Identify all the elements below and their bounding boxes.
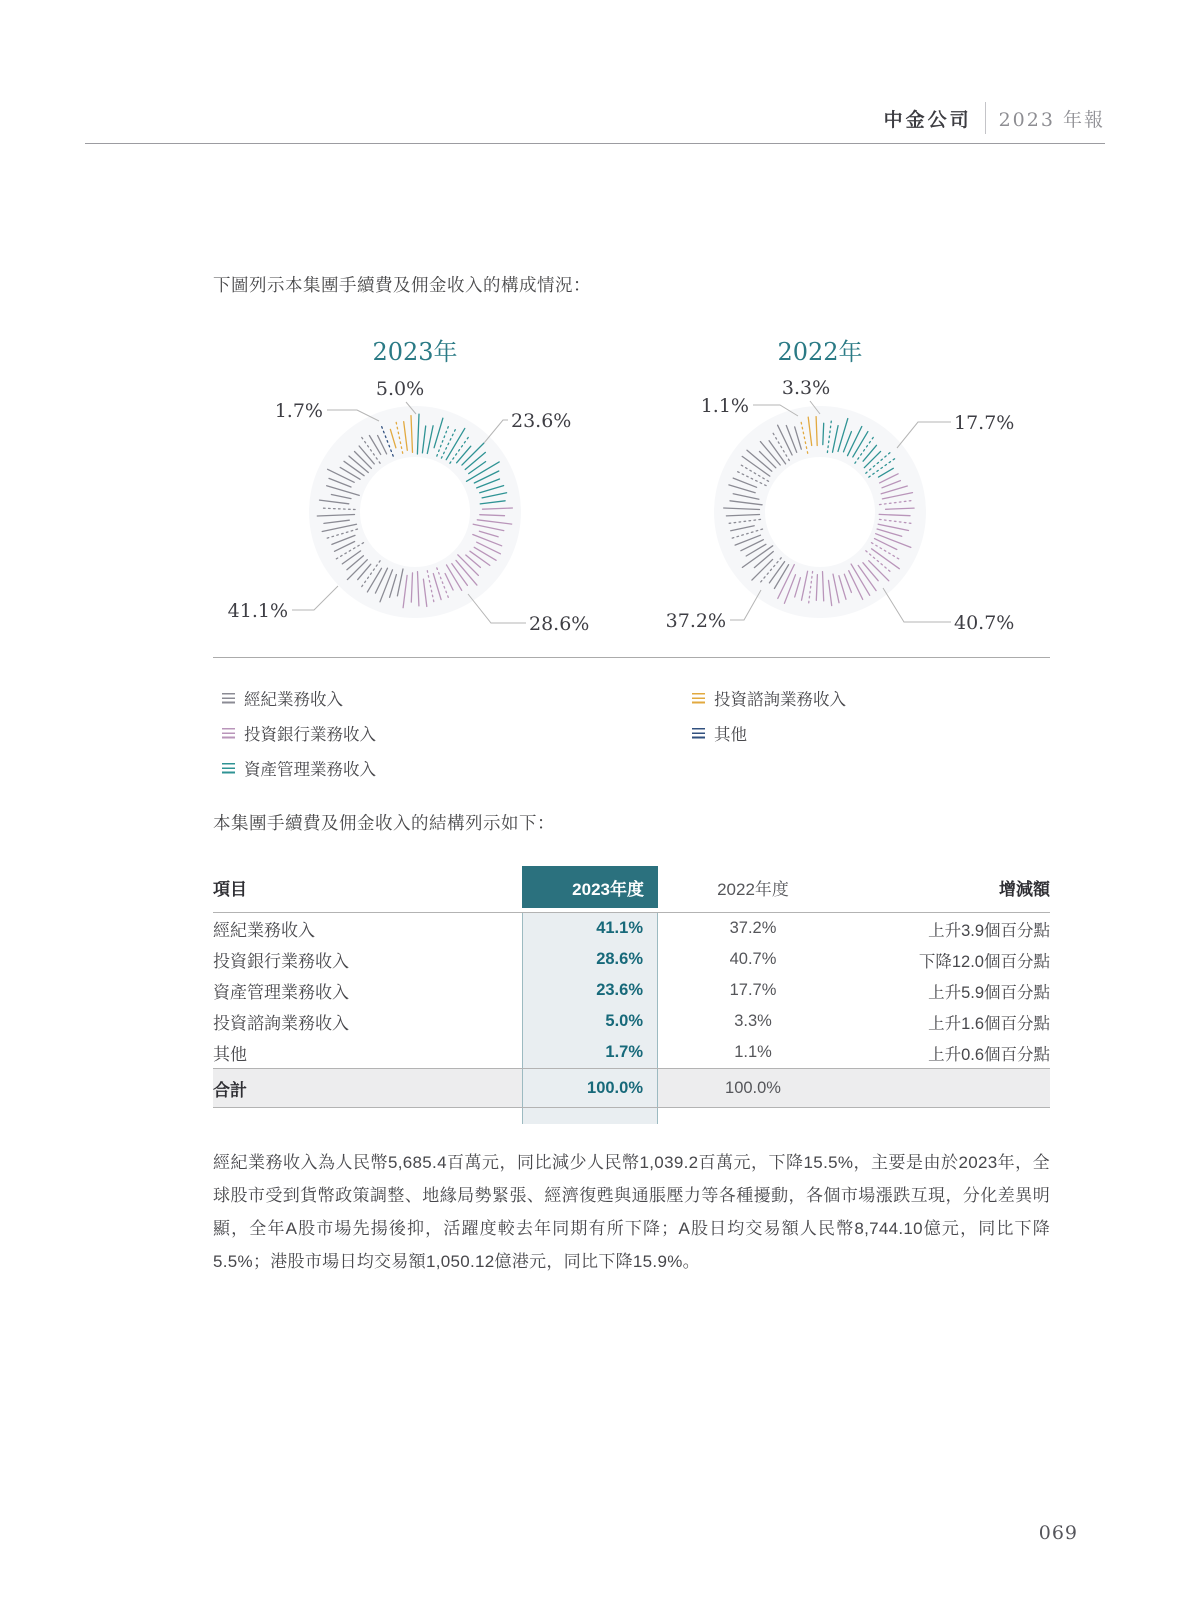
callout-asset-mgmt: 17.7%	[954, 412, 1015, 434]
chart-legend-right	[692, 686, 846, 745]
col-header-change: 增減額	[999, 879, 1050, 899]
cell-change: 下降12.0個百分點	[918, 952, 1050, 971]
report-edition: 2023 年報	[998, 108, 1105, 131]
cell-change: 上升0.6個百分點	[928, 1045, 1050, 1064]
table-row	[213, 975, 1050, 1006]
donut-2022-svg	[620, 322, 1020, 637]
legend-item-brokerage	[222, 686, 376, 710]
legend-swatch-icon	[692, 728, 705, 739]
table-row	[213, 1006, 1050, 1037]
cell-item: 投資銀行業務收入	[213, 952, 349, 971]
table-row	[213, 944, 1050, 975]
callout-line	[883, 588, 951, 622]
legend-item-advisory	[692, 686, 846, 710]
cell-change: 上升1.6個百分點	[928, 1014, 1050, 1033]
callout-invest-banking: 40.7%	[954, 612, 1015, 634]
cell-item: 經紀業務收入	[213, 921, 315, 940]
page-header	[85, 102, 1105, 134]
cell-2022: 40.7%	[729, 950, 777, 968]
header-divider	[985, 102, 986, 134]
chart-legend-left	[222, 686, 376, 780]
cell-2022: 1.1%	[734, 1043, 772, 1061]
callout-invest-banking: 28.6%	[529, 613, 590, 635]
cell-2022: 17.7%	[729, 981, 777, 999]
cell-change: 上升3.9個百分點	[928, 921, 1050, 940]
callout-other: 1.7%	[274, 400, 323, 422]
callout-line	[468, 594, 526, 623]
legend-label: 資產管理業務收入	[244, 761, 376, 779]
highlight-column-tail	[522, 1108, 658, 1124]
legend-label: 經紀業務收入	[244, 691, 343, 709]
legend-swatch-icon	[692, 693, 705, 704]
cell-2023: 28.6%	[522, 944, 658, 975]
legend-label: 其他	[714, 726, 747, 744]
table-total-row	[213, 1068, 1050, 1108]
chart-title-2023: 2023年	[372, 338, 458, 366]
charts-intro-text: 下圖列示本集團手續費及佣金收入的構成情況：	[213, 275, 591, 295]
chart-title-2022: 2022年	[777, 338, 863, 366]
callout-advisory: 3.3%	[781, 377, 831, 399]
cell-2023: 100.0%	[522, 1069, 658, 1107]
callout-line	[897, 422, 951, 448]
legend-swatch-icon	[222, 763, 235, 774]
table-header-row	[213, 866, 1050, 908]
legend-item-asset-mgmt	[222, 756, 376, 780]
cell-2023: 41.1%	[522, 913, 658, 944]
callout-advisory: 5.0%	[375, 378, 425, 400]
cell-2022: 3.3%	[734, 1012, 772, 1030]
col-header-2022: 2022年度	[717, 879, 789, 899]
col-header-item: 項目	[213, 879, 247, 899]
callout-brokerage: 37.2%	[665, 610, 726, 632]
cell-2022: 100.0%	[725, 1078, 781, 1097]
donut-2023-svg	[215, 322, 615, 637]
cell-item: 投資諮詢業務收入	[213, 1014, 349, 1033]
table-column-extension	[213, 1108, 1050, 1124]
page-number: 069	[1038, 1522, 1078, 1544]
legend-item-other	[692, 721, 846, 745]
legend-swatch-icon	[222, 693, 235, 704]
cell-2023: 23.6%	[522, 975, 658, 1006]
callout-line	[292, 586, 338, 610]
legend-label: 投資諮詢業務收入	[714, 691, 846, 709]
cell-2023: 5.0%	[522, 1006, 658, 1037]
table-intro-text: 本集團手續費及佣金收入的結構列示如下：	[213, 813, 555, 833]
table-body	[213, 912, 1050, 1068]
cell-item: 合計	[213, 1080, 247, 1100]
legend-swatch-icon	[222, 728, 235, 739]
fee-structure-table	[213, 866, 1050, 1124]
header-rule	[85, 143, 1105, 144]
cell-change: 上升5.9個百分點	[928, 983, 1050, 1002]
company-name: 中金公司	[883, 108, 972, 131]
cell-2023: 1.7%	[522, 1037, 658, 1068]
callout-other: 1.1%	[700, 395, 749, 417]
donut-chart-2022	[620, 322, 1020, 642]
charts-divider	[213, 657, 1050, 658]
cell-item: 資產管理業務收入	[213, 983, 349, 1002]
legend-item-invest-banking	[222, 721, 376, 745]
col-header-2023: 2023年度	[522, 866, 658, 908]
callout-brokerage: 41.1%	[227, 600, 288, 622]
legend-label: 投資銀行業務收入	[244, 726, 376, 744]
cell-item: 其他	[213, 1045, 247, 1064]
cell-change	[848, 1069, 1050, 1107]
body-paragraph: 經紀業務收入為人民幣5,685.4百萬元，同比減少人民幣1,039.2百萬元，下降15.5%，主要是由於2023年，全球股市受到貨幣政策調整、地緣局勢緊張、經濟復甦與通脹壓力等各種擾動，各個市場漲跌互現，分化差異明顯，全年A股市場先揚後抑，活躍度較去年同期有所下降；A股日均交易額人民幣8,744.10億元，同比下降5.5%；港股市場日均交易額1,050.12億港元，同比下降15.9%。	[213, 1153, 1050, 1271]
cell-2022: 37.2%	[729, 919, 777, 937]
table-row	[213, 913, 1050, 944]
donut-chart-2023	[215, 322, 615, 642]
callout-asset-mgmt: 23.6%	[511, 410, 572, 432]
table-row	[213, 1037, 1050, 1068]
